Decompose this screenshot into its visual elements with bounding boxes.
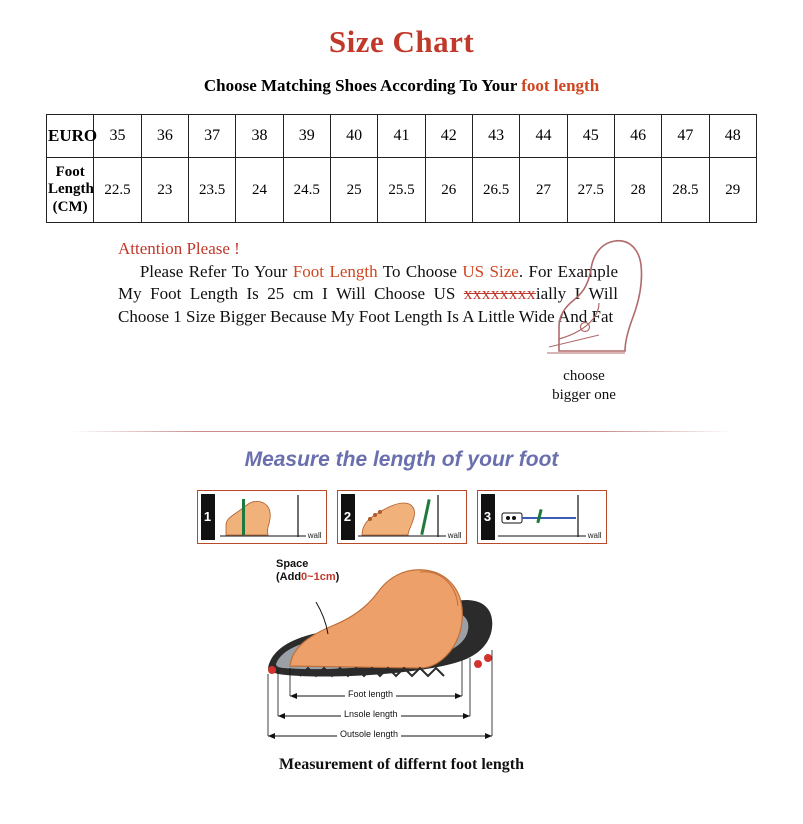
note-line5: And Fat: [558, 306, 614, 326]
dimension-label-outsole-length: Outsole length: [337, 729, 401, 739]
step2-foot-outline-trace-icon: [338, 491, 464, 541]
measure-step-1: [197, 490, 327, 544]
step-number: 3: [481, 494, 495, 540]
euro-cell: 39: [283, 115, 330, 158]
step-number: 2: [341, 494, 355, 540]
euro-cell: 47: [662, 115, 709, 158]
attention-heading: Attention Please !: [118, 239, 240, 258]
foot-length-cell: 24.5: [283, 158, 330, 223]
note-struck-text: xxxxxxxx: [463, 284, 536, 304]
foot-measurement-diagram: [0, 550, 803, 750]
euro-cell: 42: [425, 115, 472, 158]
subtitle-accent-text: foot length: [521, 76, 600, 95]
space-add-label: [276, 558, 339, 584]
euro-cell: 41: [378, 115, 425, 158]
table-row-foot-length: [47, 158, 757, 223]
row-header-foot-length: [47, 158, 94, 223]
euro-cell: 44: [520, 115, 567, 158]
foot-label-line1: Foot: [55, 164, 85, 181]
foot-length-cell: 29: [709, 158, 756, 223]
euro-cell: 45: [567, 115, 614, 158]
choose-caption-line1: choose: [563, 368, 605, 384]
euro-cell: 35: [94, 115, 141, 158]
subtitle-main-text: Choose Matching Shoes According To Your: [203, 76, 522, 95]
measure-section-title: Measure the length of your foot: [244, 448, 559, 471]
euro-cell: 37: [188, 115, 235, 158]
size-table: [46, 114, 757, 223]
foot-length-cell: 27.5: [567, 158, 614, 223]
step3-wall-label: wall: [587, 531, 602, 540]
foot-length-cell: 24: [236, 158, 283, 223]
foot-length-cell: 28.5: [662, 158, 709, 223]
foot-insole-outsole-svg: [0, 550, 803, 750]
note-us-size-highlight: US Size: [462, 262, 519, 281]
foot-length-cell: 28: [614, 158, 661, 223]
euro-cell: 48: [709, 115, 756, 158]
measure-steps-row: [0, 490, 803, 544]
measure-step-2: [337, 490, 467, 544]
step2-wall-label: wall: [447, 531, 462, 540]
foot-length-cell: 25.5: [378, 158, 425, 223]
euro-cell: 40: [330, 115, 377, 158]
diagram-caption: Measurement of differnt foot length: [279, 756, 524, 773]
space-label-text: Space: [276, 558, 309, 570]
step-number: 1: [201, 494, 215, 540]
choose-bigger-caption: [529, 367, 639, 405]
note-line4: Bigger Because My Foot Length Is A Little Wide: [219, 306, 555, 326]
foot-label-line2: Length: [48, 181, 94, 198]
euro-cell: 36: [141, 115, 188, 158]
foot-length-cell: 25: [330, 158, 377, 223]
size-chart-page: [0, 24, 803, 824]
note-line3-b: ially I Will Choose 1 Size: [118, 284, 619, 326]
foot-length-cell: 22.5: [94, 158, 141, 223]
foot-outline-icon: [529, 231, 659, 361]
foot-label-line3: (CM): [52, 198, 88, 215]
page-subtitle: [0, 76, 803, 96]
dimension-label-foot-length: Foot length: [345, 689, 396, 699]
euro-cell: 43: [472, 115, 519, 158]
choose-caption-line2: bigger one: [552, 386, 616, 403]
foot-length-cell: 26: [425, 158, 472, 223]
space-paren-close: ): [335, 571, 340, 584]
euro-cell: 38: [236, 115, 283, 158]
foot-length-cell: 23.5: [188, 158, 235, 223]
section-divider: [70, 431, 733, 432]
attention-note-block: [46, 239, 757, 419]
step1-wall-label: wall: [307, 531, 322, 540]
foot-length-cell: 26.5: [472, 158, 519, 223]
table-row-euro: [47, 115, 757, 158]
space-add-text: (Add: [276, 571, 302, 584]
space-range-text: 0~1cm: [301, 571, 336, 584]
size-table-container: [46, 114, 757, 223]
step1-foot-against-wall-icon: [198, 491, 324, 541]
step3-measure-tape-icon: [478, 491, 604, 541]
euro-cell: 46: [614, 115, 661, 158]
note-line2-b: . For Example My Foot Length Is 25 cm I: [118, 262, 619, 304]
row-header-euro: EURO: [47, 115, 94, 158]
note-line1-c: To Choose: [377, 262, 457, 281]
page-title: Size Chart: [328, 24, 475, 59]
note-foot-length-highlight: Foot Length: [292, 262, 378, 281]
note-line3-a: Will Choose US: [336, 284, 464, 304]
foot-length-cell: 27: [520, 158, 567, 223]
dimension-label-insole-length: Lnsole length: [341, 709, 401, 719]
foot-length-cell: 23: [141, 158, 188, 223]
measure-step-3: [477, 490, 607, 544]
note-line1-a: Please Refer To Your: [139, 262, 293, 281]
